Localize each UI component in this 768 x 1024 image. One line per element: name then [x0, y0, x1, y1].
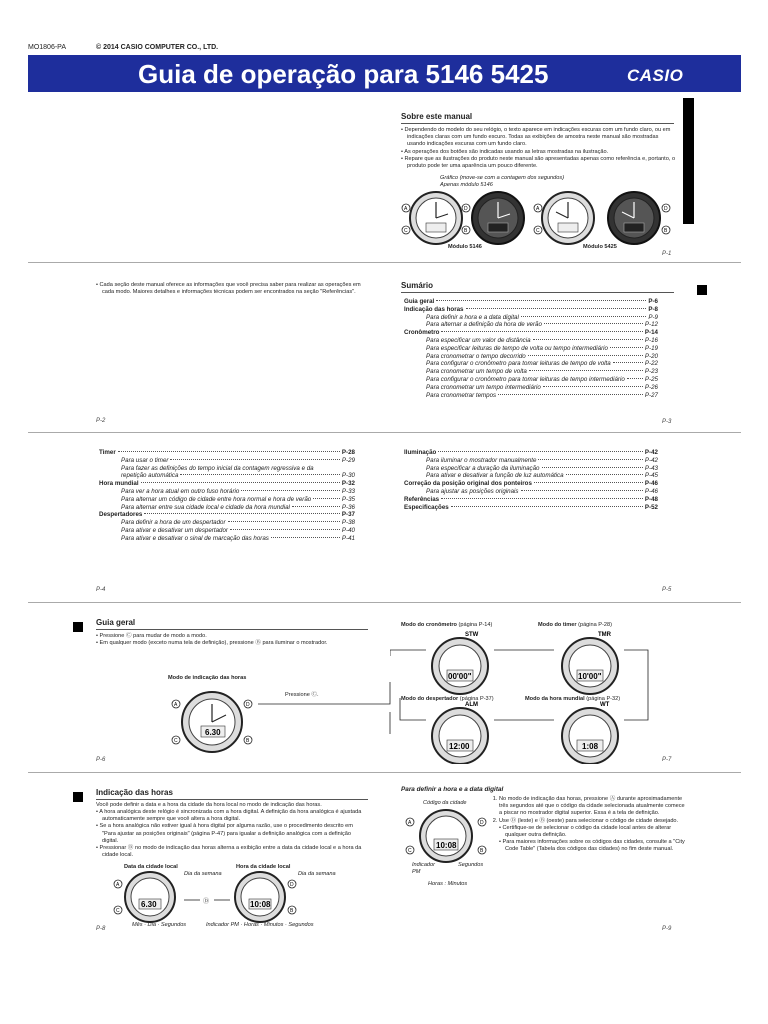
toc-row [426, 368, 658, 375]
label-mes-dia: Mês · Dia · Segundos [132, 922, 187, 928]
toc-page: P-25 [644, 376, 658, 383]
toc-label: Para configurar o cronômetro para tomar leituras de tempo de volta [426, 360, 611, 368]
toc-label: Para alternar entre sua cidade local e cidade da hora mundial [121, 503, 290, 511]
toc-label: Para especificar a duração da iluminação [426, 464, 540, 472]
p9-step: 2. Use Ⓓ (leste) e Ⓑ (oeste) para selecionar o código de cidade desejado. • Certifique-se de selecionar o código da cidade local antes de alterar qualquer outra definição. • Para maiores informações sobre os códigos das cidades, consulte a "City Code Table" (Tabela dos códigos das cidades) no fim deste manual. [499, 818, 685, 854]
toc-label: Para ativar e desativar um despertador [121, 527, 228, 534]
toc-leader [466, 308, 647, 309]
toc-label: Para ativar e desativar a função de luz automática [426, 472, 564, 480]
stopwatch-watch [432, 632, 488, 694]
toc-row [426, 472, 658, 479]
casio-logo: CASIO [627, 66, 684, 85]
toc-page: P-27 [644, 391, 658, 399]
p1-rule [401, 123, 674, 124]
toc-leader [533, 339, 643, 340]
label-dia-semana: Dia da semana [298, 871, 336, 877]
svg-text:D: D [664, 206, 668, 212]
alarm-watch [432, 702, 488, 764]
page-number: P-6 [96, 757, 106, 763]
svg-text:A: A [536, 206, 540, 212]
toc-row [426, 457, 658, 464]
toc-page: P-14 [644, 329, 658, 337]
p9-sub-bullet: • Para maiores informações sobre os códigos das cidades, consulte a "City Code Table" (Tabela dos códigos das cidades) no fim deste manual. [499, 839, 685, 853]
section-marker-bar [683, 98, 694, 224]
toc-row [426, 488, 658, 495]
time-reading: 10:08 [250, 900, 271, 909]
toc-row [121, 535, 355, 542]
toc-page: P-48 [644, 495, 658, 503]
graph-caption-2: Apenas módulo 5146 [440, 182, 493, 188]
svg-text:A: A [174, 702, 178, 708]
toc-row [121, 457, 355, 464]
copyright: © 2014 CASIO COMPUTER CO., LTD. [96, 44, 219, 51]
toc-label: Correção da posição original dos ponteiros [404, 480, 532, 488]
toc-row [121, 496, 355, 503]
toc-page: P-32 [341, 480, 355, 488]
toc-leader [228, 521, 340, 522]
toc-leader [241, 490, 340, 491]
timekeeping-mode-label: Modo de indicação das horas [168, 675, 247, 681]
toc-row [404, 449, 658, 456]
toc-row [426, 376, 658, 383]
toc-leader [170, 459, 339, 460]
toc-row [426, 314, 658, 321]
mode-flow-left [168, 682, 400, 760]
mode-code-tmr: TMR [598, 632, 611, 638]
page-number: P-9 [662, 926, 672, 932]
toc-leader [521, 316, 646, 317]
toc-label: Iluminação [404, 449, 437, 456]
toc-page: P-28 [341, 449, 355, 456]
toc-leader [528, 355, 643, 356]
toc-row [404, 306, 658, 313]
p8-bullet: • Se a hora analógica não estiver igual à hora digital por alguma razão, use o procedimento descrito em "Para ajustar as posições originais" (página P-47) para igualar a definição analógica com a definição digital. [96, 823, 368, 845]
watch-illustrations [398, 190, 680, 250]
toc-leader [141, 482, 340, 483]
toc-page: P-30 [341, 472, 355, 480]
toc-label: Para ajustar as posições originais [426, 488, 519, 495]
label-indicador: Indicador [412, 862, 436, 868]
graph-caption: Gráfico (move-se com a contagem dos segundos) [440, 175, 565, 181]
toc-label: Para definir a hora de um despertador [121, 519, 226, 527]
toc-label: Para ver a hora atual em outro fuso horário [121, 488, 240, 495]
mode-reading-stw: 00'00" [448, 672, 472, 681]
page-number: P-1 [662, 251, 672, 257]
toc-label: Timer [99, 449, 116, 456]
home-date-watch [114, 872, 175, 922]
toc-label: repetição automática [121, 472, 179, 480]
p8-bullet: • Pressionar Ⓓ no modo de indicação das horas alterna a exibição entre a data da cidade local e a hora da cidade local. [96, 845, 368, 859]
toc-label: Hora mundial [99, 480, 139, 488]
toc-row [121, 488, 355, 495]
toc-row [404, 298, 658, 305]
watch-5425-a [534, 192, 594, 244]
toc-leader [521, 490, 643, 491]
toc-page: P-12 [644, 321, 658, 329]
toc-leader [118, 451, 340, 452]
page-number: P-8 [96, 926, 106, 932]
section-marker [73, 622, 83, 632]
toc-page: P-8 [648, 305, 658, 313]
toc-page: P-43 [644, 464, 658, 472]
toc-row [426, 353, 658, 360]
toc-page: P-16 [644, 337, 658, 344]
toc-page: P-26 [644, 383, 658, 391]
toc-row [121, 472, 355, 479]
page-number: P-7 [662, 757, 672, 763]
p8-rule [96, 799, 368, 800]
label-indicador-pm: Indicador PM · Horas · Minutos · Segundos [206, 922, 314, 928]
toc-leader [534, 482, 643, 483]
p3-rule [401, 292, 674, 293]
svg-text:C: C [116, 908, 120, 914]
p1-bullet: • Dependendo do modelo do seu relógio, o texto aparece em indicações escuras com um fundo claro, ou em indicações claras com um fundo escuro. Todas as exibições de amostra neste manual são mostradas usando indicações escuras com um fundo claro. [401, 127, 676, 149]
mode-flow-right [390, 628, 690, 764]
toc-row [121, 519, 355, 526]
toc-row [426, 384, 658, 391]
toc-row [99, 480, 355, 487]
svg-text:D: D [246, 702, 250, 708]
toc-page: P-36 [341, 503, 355, 511]
p6-rule [96, 629, 368, 630]
toc-leader [313, 498, 340, 499]
label-codigo-cidade: Código da cidade [423, 800, 467, 806]
row-divider [28, 772, 741, 773]
section-marker [697, 285, 707, 295]
toc-page: P-41 [341, 534, 355, 542]
toc-leader [544, 323, 643, 324]
mode-alarm-label: Modo do despertador (página P-37) [401, 696, 494, 702]
label-home-time: Hora da cidade local [236, 864, 291, 870]
set-time-watch [402, 806, 488, 868]
toc-page: P-38 [341, 519, 355, 527]
toc-label: Indicação das horas [404, 305, 464, 313]
toc-leader [498, 394, 643, 395]
mode-code-alm: ALM [465, 702, 478, 708]
p9-step: 1. No modo de indicação das horas, pressione Ⓐ durante aproximadamente três segundos até que o código da cidade selecionada atualmente comece a piscar no mostrador digital superior. Essa é a tela de definição. [499, 796, 685, 818]
toc-page: P-46 [644, 480, 658, 488]
toc-page: P-40 [341, 527, 355, 534]
toc-page: P-19 [644, 344, 658, 352]
p8-intro: Você pode definir a data e a hora da cidade da hora local no modo de indicação das horas. [96, 802, 322, 808]
toc-label: Para especificar leituras de tempo de volta ou tempo intermediário [426, 344, 608, 352]
svg-text:B: B [480, 848, 484, 854]
watch-5425-b [608, 192, 670, 244]
svg-text:C: C [404, 228, 408, 234]
p6-bullet: • Em qualquer modo (exceto numa tela de definição), pressione Ⓑ para iluminar o mostrador. [96, 640, 368, 647]
toc-row [426, 345, 658, 352]
mode-timer-label: Modo do timer (página P-28) [538, 622, 612, 628]
module-5425-label: Módulo 5425 [583, 244, 617, 250]
mode-worldtime-label: Modo da hora mundial (página P-32) [525, 696, 621, 702]
toc-page: P-6 [648, 298, 658, 305]
toc-page: P-33 [341, 488, 355, 495]
toc-label: Especificações [404, 503, 449, 511]
svg-text:A: A [404, 206, 408, 212]
worldtime-watch [562, 702, 618, 764]
toc-leader [610, 347, 643, 348]
svg-text:C: C [174, 738, 178, 744]
toc-leader [230, 529, 340, 530]
p6-bullet: • Pressione Ⓒ para mudar de modo a modo. [96, 633, 368, 640]
toc-leader [436, 300, 646, 301]
svg-text:A: A [408, 820, 412, 826]
page-number: P-3 [662, 419, 672, 425]
svg-text:C: C [408, 848, 412, 854]
section-marker [73, 792, 83, 802]
mode-reading-alm: 12:00 [449, 742, 470, 751]
p1-title: Sobre este manual [401, 112, 473, 121]
mode-reading-tmr: 10'00" [578, 672, 602, 681]
svg-text:D: D [464, 206, 468, 212]
toc-row [404, 504, 658, 511]
p1-bullet: • As operações dos botões são indicadas usando as letras mostradas na ilustração. [401, 149, 676, 156]
svg-text:B: B [290, 908, 294, 914]
svg-text:B: B [464, 228, 468, 234]
toc-row [426, 465, 658, 472]
toc-row [426, 337, 658, 344]
svg-text:B: B [664, 228, 668, 234]
svg-text:D: D [480, 820, 484, 826]
toc-label: Para usar o timer [121, 456, 169, 464]
toc-row [121, 504, 355, 511]
label-horas-minutos: Horas : Minutos [428, 881, 468, 887]
svg-text:C: C [536, 228, 540, 234]
p8-title: Indicação das horas [96, 788, 173, 797]
toc-row [99, 511, 355, 518]
page-number: P-4 [96, 587, 106, 593]
page-number: P-5 [662, 587, 672, 593]
p9-sub-bullet: • Certifique-se de selecionar o código da cidade local antes de alterar qualquer outra definição. [499, 825, 685, 839]
toc-row [404, 496, 658, 503]
row-divider [28, 262, 741, 263]
mode-code-wt: WT [600, 702, 610, 708]
toc-leader [529, 370, 643, 371]
home-time-watch [235, 872, 296, 922]
toc-row [404, 480, 658, 487]
toc-row [426, 392, 658, 399]
document-code: MO1806-PA [28, 44, 66, 51]
svg-text:D: D [290, 882, 294, 888]
p9-steps [490, 796, 685, 854]
toc-leader [441, 498, 643, 499]
mode-reading-wt: 1:08 [582, 742, 599, 751]
toc-page: P-37 [341, 511, 355, 519]
p1-bullets [401, 127, 676, 170]
svg-text:6.30: 6.30 [205, 728, 221, 737]
toc-leader [438, 451, 643, 452]
toc-leader [627, 378, 643, 379]
toc-page: P-9 [648, 313, 658, 321]
toc-page: P-20 [644, 352, 658, 360]
row-divider [28, 432, 741, 433]
toc-label: Para alternar um código de cidade entre hora normal e hora de verão [121, 495, 312, 503]
home-date-time-watches [110, 870, 360, 926]
row-divider [28, 602, 741, 603]
page-number: P-2 [96, 418, 106, 424]
toc-label: Para iluminar o mostrador manualmente [426, 456, 537, 464]
p9-title: Para definir a hora e a data digital [401, 786, 504, 793]
mode-code-stw: STW [465, 632, 479, 638]
svg-text:B: B [246, 738, 250, 744]
toc-leader [451, 506, 643, 507]
toc-page: P-42 [644, 456, 658, 464]
mode-stopwatch-label: Modo do cronômetro (página P-14) [401, 622, 493, 628]
toc-leader [542, 467, 643, 468]
toc-row [121, 527, 355, 534]
p9-sub-bullets [499, 825, 685, 854]
toc-label: Para alternar a definição da hora de verão [426, 321, 542, 329]
label-segundos: Segundos [458, 862, 484, 868]
toc-row [404, 329, 658, 336]
toc-label: Para cronometrar um tempo de volta [426, 368, 527, 376]
toc-label: Para ativar e desativar o sinal de marcação das horas [121, 534, 269, 542]
p3-title: Sumário [401, 281, 434, 290]
p6-bullets [96, 633, 368, 647]
toc-leader [271, 537, 340, 538]
toc-leader [538, 459, 643, 460]
toc-page: P-42 [644, 449, 658, 456]
svg-text:A: A [116, 882, 120, 888]
toc-label: Para especificar um valor de distância [426, 337, 531, 344]
watch-5146-a [402, 192, 470, 244]
page-title: Guia de operação para 5146 5425 [138, 59, 549, 89]
watch-5146-b [472, 192, 524, 244]
p6-title: Guia geral [96, 618, 136, 627]
toc-label: Referências [404, 495, 440, 503]
toc-label: Para cronometrar o tempo decorrido [426, 352, 526, 360]
toc-page: P-52 [644, 503, 658, 511]
label-dia-semana: Dia da semana [184, 871, 222, 877]
label-home-date: Data da cidade local [124, 864, 178, 870]
module-5146-label: Módulo 5146 [448, 244, 482, 250]
toc-label: Para cronometrar um tempo intermediário [426, 383, 541, 391]
date-reading: 6.30 [141, 900, 157, 909]
toc-leader [292, 506, 340, 507]
p8-bullets [96, 809, 368, 859]
label-pm: PM [412, 869, 421, 875]
toc-leader [566, 474, 643, 475]
p2-bullets [96, 282, 371, 296]
toc-label: Para fazer as definições do tempo inicial da contagem regressiva e da [121, 464, 314, 472]
toc-row [426, 360, 658, 367]
press-c-label: Pressione Ⓒ. [285, 692, 319, 698]
toc-label: Para cronometrar tempos [426, 391, 497, 399]
toc-label: Despertadores [99, 511, 143, 519]
toc-row [99, 449, 355, 456]
toc-page: P-23 [644, 368, 658, 376]
p2-bullet: • Cada seção deste manual oferece as informações que você precisa saber para realizar as operações em cada modo. Maiores detalhes e informações técnicas podem ser encontrados na seção "Referências". [96, 282, 371, 296]
toc-row [426, 321, 658, 328]
toc-page: P-46 [644, 488, 658, 495]
button-d-toggle: Ⓓ [203, 899, 210, 905]
toc-label: Para definir a hora e a data digital [426, 313, 519, 321]
toc-page: P-29 [341, 456, 355, 464]
p8-bullet: • A hora analógica deste relógio é sincronizada com a hora digital. A definição da hora analógica é ajustada automaticamente sempre que você altera a hora digital. [96, 809, 368, 823]
set-time-reading: 10:08 [436, 841, 457, 850]
toc-page: P-35 [341, 495, 355, 503]
toc-leader [613, 362, 643, 363]
toc-label: Cronômetro [404, 329, 440, 337]
toc-page: P-22 [644, 360, 658, 368]
toc-label: Para configurar o cronômetro para tomar leituras de tempo intermediário [426, 376, 625, 383]
toc-leader [144, 513, 340, 514]
toc-row [121, 465, 355, 472]
toc-page: P-45 [644, 472, 658, 480]
p1-bullet: • Repare que as ilustrações do produto neste manual são apresentadas apenas como referência e, portanto, o produto pode ter uma aparência um pouco diferente. [401, 156, 676, 170]
toc-leader [543, 386, 643, 387]
toc-label: Guia geral [404, 298, 435, 305]
timer-watch [562, 632, 618, 694]
toc-leader [180, 474, 339, 475]
toc-leader [441, 331, 643, 332]
